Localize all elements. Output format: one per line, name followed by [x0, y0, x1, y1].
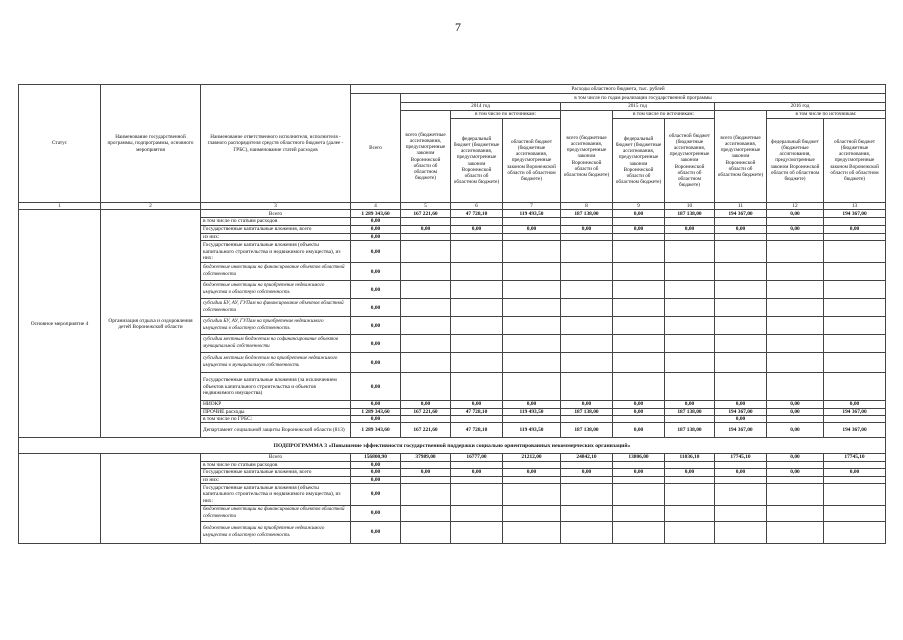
cell-value: 0,00	[561, 469, 613, 476]
header-2015-federal: федеральный бюджет (бюджетные ассигнования, предусмотренные законом Воронежской области об областном бюджете)	[613, 119, 665, 203]
row-label: бюджетные инвестиции на финансирование объектов областной собственности	[201, 506, 351, 522]
cell-value: 0,00	[351, 218, 401, 225]
cell-value	[715, 335, 767, 353]
cell-value	[613, 299, 665, 317]
cell-value	[665, 335, 715, 353]
row-label: НИОКР	[201, 401, 351, 408]
cell-value: 47 728,10	[451, 408, 503, 415]
cell-value	[715, 522, 767, 544]
row-label: Всего	[201, 454, 351, 461]
cell-value: 194 367,00	[715, 423, 767, 438]
cell-value	[401, 233, 451, 240]
cell-value: 0,00	[351, 299, 401, 317]
cell-value: 0,00	[401, 401, 451, 408]
row-label: Государственные капитальные вложения (за исключением объектов капитального строительства и объектов недвижимого имущества)	[201, 373, 351, 401]
cell-value	[715, 317, 767, 335]
cell-value	[451, 476, 503, 483]
row-label: Государственные капитальные вложения (объекты капитального строительства и недвижимого имущества), из них:	[201, 241, 351, 263]
cell-value: 0,00	[401, 225, 451, 233]
cell-value	[401, 461, 451, 468]
cell-value: 0,00	[351, 416, 401, 423]
cell-value	[824, 461, 886, 468]
col-number: 10	[665, 203, 715, 210]
cell-value: 0,00	[351, 263, 401, 281]
cell-value: 0,00	[613, 401, 665, 408]
col-number: 5	[401, 203, 451, 210]
cell-value	[767, 461, 824, 468]
cell-value	[613, 281, 665, 299]
cell-value: 17745,10	[824, 454, 886, 461]
cell-value	[401, 373, 451, 401]
cell-value: 194 367,00	[715, 210, 767, 218]
cell-value: 0,00	[351, 469, 401, 476]
cell-value	[401, 218, 451, 225]
cell-value	[767, 281, 824, 299]
row-label: в том числе по статьям расходов	[201, 218, 351, 225]
cell-value	[451, 353, 503, 373]
cell-value	[401, 416, 451, 423]
row-label: Государственные капитальные вложения, всего	[201, 469, 351, 476]
cell-value: 0,00	[451, 469, 503, 476]
cell-value: 0,00	[351, 461, 401, 468]
cell-value: 194 367,00	[715, 408, 767, 415]
cell-value	[824, 233, 886, 240]
col-number: 6	[451, 203, 503, 210]
cell-value: 13806,00	[613, 454, 665, 461]
cell-value	[665, 233, 715, 240]
cell-value: 194 367,00	[824, 210, 886, 218]
cell-value	[401, 476, 451, 483]
cell-value: 47 728,10	[451, 210, 503, 218]
cell-value: 47 728,10	[451, 423, 503, 438]
cell-value	[451, 484, 503, 506]
cell-value	[665, 263, 715, 281]
header-total: Всего	[351, 94, 401, 203]
cell-value	[665, 241, 715, 263]
cell-value: 0,00	[401, 469, 451, 476]
row-label: субсидии БУ, АУ, ГУПам на финансирование объектов областной собственности	[201, 299, 351, 317]
cell-value	[451, 263, 503, 281]
cell-value	[613, 373, 665, 401]
cell-value	[451, 281, 503, 299]
cell-value: 0,00	[503, 469, 561, 476]
cell-value	[715, 506, 767, 522]
cell-value	[613, 416, 665, 423]
cell-value	[824, 299, 886, 317]
cell-value	[561, 461, 613, 468]
cell-value	[767, 373, 824, 401]
row-label: из них:	[201, 233, 351, 240]
cell-value: 0,00	[351, 335, 401, 353]
cell-value	[503, 484, 561, 506]
cell-value	[767, 335, 824, 353]
header-expenses: Расходы областного бюджета, тыс. рублей	[351, 85, 886, 94]
header-2014-federal: федеральный бюджет (бюджетные ассигнования, предусмотренные законом Воронежской области об областном бюджете)	[451, 119, 503, 203]
cell-value: 1 289 343,60	[351, 408, 401, 415]
cell-value: 0,00	[561, 401, 613, 408]
cell-value	[451, 241, 503, 263]
cell-value	[561, 335, 613, 353]
cell-value: 0,00	[351, 353, 401, 373]
cell-value	[824, 416, 886, 423]
col-number: 13	[824, 203, 886, 210]
cell-value	[824, 484, 886, 506]
cell-value	[767, 241, 824, 263]
cell-value: 0,00	[715, 469, 767, 476]
cell-value	[401, 484, 451, 506]
row-label: в том числе по статьям расходов	[201, 461, 351, 468]
cell-value: 0,00	[613, 469, 665, 476]
cell-value	[715, 373, 767, 401]
cell-value	[451, 522, 503, 544]
row-label: в том числе по ГРБС:	[201, 416, 351, 423]
cell-value	[451, 218, 503, 225]
cell-value	[767, 484, 824, 506]
cell-value	[561, 218, 613, 225]
cell-value	[767, 299, 824, 317]
page-number: 7	[455, 20, 461, 34]
cell-value: 0,00	[767, 225, 824, 233]
cell-value	[665, 476, 715, 483]
cell-value: 0,00	[351, 522, 401, 544]
cell-value	[613, 476, 665, 483]
cell-value	[665, 317, 715, 335]
cell-value: 24842,10	[561, 454, 613, 461]
cell-value	[503, 241, 561, 263]
cell-value: 0,00	[351, 233, 401, 240]
cell-value	[613, 353, 665, 373]
cell-value	[561, 353, 613, 373]
cell-value	[451, 299, 503, 317]
col-number: 9	[613, 203, 665, 210]
cell-value	[665, 281, 715, 299]
cell-value: 0,00	[351, 401, 401, 408]
header-2016-federal: федеральный бюджет (бюджетные ассигнования, предусмотренные законом Воронежской области об областном бюджете)	[767, 119, 824, 203]
cell-value	[665, 416, 715, 423]
cell-value	[824, 373, 886, 401]
column-number-row	[19, 203, 886, 210]
col-number: 7	[503, 203, 561, 210]
cell-value	[451, 373, 503, 401]
row-label: субсидии местным бюджетам на софинансирование объектов муниципальной собственности	[201, 335, 351, 353]
cell-value: 0,00	[824, 469, 886, 476]
cell-value	[503, 506, 561, 522]
budget-table	[18, 84, 886, 544]
cell-value	[503, 522, 561, 544]
cell-value: 156800,90	[351, 454, 401, 461]
table-row	[19, 210, 886, 218]
header-2015: 2015 год	[561, 103, 715, 111]
cell-value	[824, 353, 886, 373]
cell-value	[665, 484, 715, 506]
cell-value: 0,00	[351, 373, 401, 401]
header-2014-regional: областной бюджет (бюджетные ассигнования, предусмотренные законом Воронежской области об областном бюджете)	[503, 119, 561, 203]
cell-value	[715, 353, 767, 373]
cell-value	[503, 299, 561, 317]
header-2015-regional: областной бюджет (бюджетные ассигнования, предусмотренные законом Воронежской области об областном бюджете)	[665, 119, 715, 203]
cell-value	[401, 281, 451, 299]
cell-value: 0,00	[351, 506, 401, 522]
cell-value	[451, 416, 503, 423]
cell-value	[613, 218, 665, 225]
row-label: субсидии БУ, АУ, ГУПам на приобретение недвижимого имущества в областную собственность	[201, 317, 351, 335]
cell-value: 167 221,60	[401, 423, 451, 438]
cell-value	[665, 218, 715, 225]
cell-value	[503, 476, 561, 483]
cell-value: 0,00	[665, 401, 715, 408]
cell-value	[401, 522, 451, 544]
cell-value	[561, 281, 613, 299]
cell-value	[503, 233, 561, 240]
cell-value	[665, 299, 715, 317]
cell-value	[451, 461, 503, 468]
cell-value: 0,00	[613, 423, 665, 438]
col-number: 4	[351, 203, 401, 210]
header-status: Статус	[19, 85, 101, 203]
cell-value	[561, 416, 613, 423]
cell-value	[613, 335, 665, 353]
row-label: Всего	[201, 210, 351, 218]
cell-value	[767, 317, 824, 335]
cell-value: 0,00	[665, 225, 715, 233]
cell-value: 119 493,50	[503, 408, 561, 415]
cell-value: 0,00	[767, 210, 824, 218]
cell-value	[561, 373, 613, 401]
cell-value: 37989,00	[401, 454, 451, 461]
cell-value	[767, 218, 824, 225]
cell-value: 0,00	[767, 401, 824, 408]
cell-value: 0,00	[767, 423, 824, 438]
cell-value	[561, 506, 613, 522]
cell-value: 1 289 343,60	[351, 210, 401, 218]
cell-value: 0,00	[561, 225, 613, 233]
row-label: бюджетные инвестиции на финансирование объектов областной собственности	[201, 263, 351, 281]
cell-value: 0,00	[824, 401, 886, 408]
cell-value	[561, 263, 613, 281]
cell-value	[767, 233, 824, 240]
header-program: Наименование государственной программы, подпрограммы, основного мероприятия	[101, 85, 201, 203]
cell-value: 16777,00	[451, 454, 503, 461]
row-label: Государственные капитальные вложения, всего	[201, 225, 351, 233]
cell-value: 0,00	[503, 401, 561, 408]
cell-value: 0,00	[715, 225, 767, 233]
cell-value	[503, 281, 561, 299]
cell-value	[665, 522, 715, 544]
cell-value	[715, 476, 767, 483]
cell-value: 0,00	[351, 241, 401, 263]
row-status: Основное мероприятие 4	[19, 210, 101, 438]
cell-value	[503, 218, 561, 225]
cell-value: 0,00	[451, 225, 503, 233]
cell-value	[503, 353, 561, 373]
cell-value: 167 221,60	[401, 408, 451, 415]
cell-value	[824, 506, 886, 522]
cell-value	[451, 335, 503, 353]
cell-value: 119 493,50	[503, 423, 561, 438]
cell-value	[561, 241, 613, 263]
cell-value: 119 493,50	[503, 210, 561, 218]
row-program-name: Организация отдыха и оздоровления детей Воронежской области	[101, 210, 201, 438]
header-2016-regional: областной бюджет (бюджетные ассигнования, предусмотренные законом Воронежской области об областном бюджете)	[824, 119, 886, 203]
cell-value	[715, 281, 767, 299]
cell-value	[401, 241, 451, 263]
cell-value	[824, 317, 886, 335]
cell-value: 187 138,00	[561, 210, 613, 218]
cell-value: 0,00	[351, 484, 401, 506]
cell-value: 167 221,60	[401, 210, 451, 218]
cell-value: 194 367,00	[824, 423, 886, 438]
cell-value: 0,00	[351, 225, 401, 233]
header-executor: Наименование ответственного исполнителя, исполнителя - главного распорядителя средств областного бюджета (далее - ГРБС), наименование статей расходов	[201, 85, 351, 203]
cell-value	[824, 263, 886, 281]
cell-value: 194 367,00	[824, 408, 886, 415]
header-2016-sources: в том числе по источникам:	[767, 111, 886, 119]
row-label: Департамент социальной защиты Воронежской области (813)	[201, 423, 351, 438]
row-label: ПРОЧИЕ расходы	[201, 408, 351, 415]
cell-value	[503, 317, 561, 335]
cell-value	[451, 317, 503, 335]
cell-value	[451, 233, 503, 240]
row-label: бюджетные инвестиции на приобретение недвижимого имущества в областную собственность	[201, 281, 351, 299]
cell-value	[715, 241, 767, 263]
cell-value	[613, 241, 665, 263]
cell-value	[401, 263, 451, 281]
header-2014: 2014 год	[401, 103, 561, 111]
cell-value	[561, 484, 613, 506]
subprogram-row	[19, 438, 886, 454]
cell-value: 187 138,00	[665, 210, 715, 218]
cell-value	[561, 522, 613, 544]
row-program-name	[101, 454, 201, 544]
cell-value: 0,00	[613, 408, 665, 415]
cell-value	[824, 281, 886, 299]
cell-value: 0,00	[351, 281, 401, 299]
cell-value	[503, 263, 561, 281]
cell-value	[767, 476, 824, 483]
cell-value: 0,00	[715, 416, 767, 423]
cell-value	[613, 461, 665, 468]
cell-value: 17745,10	[715, 454, 767, 461]
cell-value: 0,00	[767, 408, 824, 415]
cell-value: 0,00	[715, 401, 767, 408]
cell-value	[613, 263, 665, 281]
cell-value: 187 138,00	[665, 423, 715, 438]
header-2016-all: всего (бюджетные ассигнования, предусмотренные законом Воронежской области об областном бюджете)	[715, 111, 767, 203]
cell-value: 0,00	[613, 225, 665, 233]
cell-value	[401, 353, 451, 373]
col-number: 8	[561, 203, 613, 210]
cell-value: 187 138,00	[561, 408, 613, 415]
cell-value	[665, 461, 715, 468]
cell-value	[715, 263, 767, 281]
header-by-years: в том числе по годам реализации государственной программы	[401, 94, 886, 103]
cell-value: 0,00	[351, 317, 401, 335]
cell-value: 0,00	[451, 401, 503, 408]
cell-value	[613, 317, 665, 335]
cell-value: 0,00	[767, 454, 824, 461]
cell-value	[401, 335, 451, 353]
cell-value	[824, 241, 886, 263]
cell-value	[715, 299, 767, 317]
cell-value	[715, 484, 767, 506]
cell-value	[503, 335, 561, 353]
col-number: 1	[19, 203, 101, 210]
header-2015-all: всего (бюджетные ассигнования, предусмотренные законом Воронежской области об областном бюджете)	[561, 111, 613, 203]
cell-value: 0,00	[613, 210, 665, 218]
cell-value	[613, 233, 665, 240]
col-number: 3	[201, 203, 351, 210]
cell-value: 0,00	[351, 476, 401, 483]
cell-value	[715, 233, 767, 240]
cell-value	[767, 263, 824, 281]
cell-value	[613, 484, 665, 506]
cell-value	[503, 373, 561, 401]
cell-value	[767, 353, 824, 373]
cell-value: 0,00	[767, 469, 824, 476]
cell-value	[401, 317, 451, 335]
row-label: из них:	[201, 476, 351, 483]
cell-value	[561, 476, 613, 483]
cell-value: 0,00	[503, 225, 561, 233]
cell-value	[715, 461, 767, 468]
cell-value	[613, 506, 665, 522]
row-status	[19, 454, 101, 544]
cell-value	[503, 416, 561, 423]
cell-value	[824, 522, 886, 544]
cell-value	[613, 522, 665, 544]
col-number: 2	[101, 203, 201, 210]
cell-value: 1 289 343,60	[351, 423, 401, 438]
cell-value	[767, 416, 824, 423]
row-label: бюджетные инвестиции на приобретение недвижимого имущества в областную собственность	[201, 522, 351, 544]
header-2014-sources: в том числе по источникам:	[451, 111, 561, 119]
cell-value	[665, 353, 715, 373]
cell-value	[561, 299, 613, 317]
col-number: 11	[715, 203, 767, 210]
row-label: Государственные капитальные вложения (объекты капитального строительства и недвижимого имущества), из них:	[201, 484, 351, 506]
col-number: 12	[767, 203, 824, 210]
cell-value	[824, 218, 886, 225]
cell-value	[665, 506, 715, 522]
cell-value	[503, 461, 561, 468]
cell-value	[824, 476, 886, 483]
cell-value	[767, 522, 824, 544]
cell-value: 0,00	[665, 469, 715, 476]
cell-value: 187 138,00	[561, 423, 613, 438]
table-row	[19, 454, 886, 461]
cell-value	[561, 317, 613, 335]
cell-value	[401, 299, 451, 317]
cell-value	[451, 506, 503, 522]
cell-value: 0,00	[824, 225, 886, 233]
cell-value	[561, 233, 613, 240]
cell-value: 21212,00	[503, 454, 561, 461]
cell-value	[824, 335, 886, 353]
header-2016: 2016 год	[715, 103, 886, 111]
cell-value	[767, 506, 824, 522]
row-label: субсидии местным бюджетам на приобретение недвижимого имущества в муниципальную собственность	[201, 353, 351, 373]
header-2015-sources: в том числе по источникам:	[613, 111, 715, 119]
subprogram-title: ПОДПРОГРАММА 3 «Повышение эффективности государственной поддержки социально ориентированных некоммерческих организаций»	[19, 438, 886, 454]
header-2014-all: всего (бюджетные ассигнования, предусмотренные законом Воронежской области об областном бюджете)	[401, 111, 451, 203]
cell-value	[401, 506, 451, 522]
cell-value	[665, 373, 715, 401]
cell-value	[715, 218, 767, 225]
cell-value: 11036,10	[665, 454, 715, 461]
cell-value: 187 138,00	[665, 408, 715, 415]
